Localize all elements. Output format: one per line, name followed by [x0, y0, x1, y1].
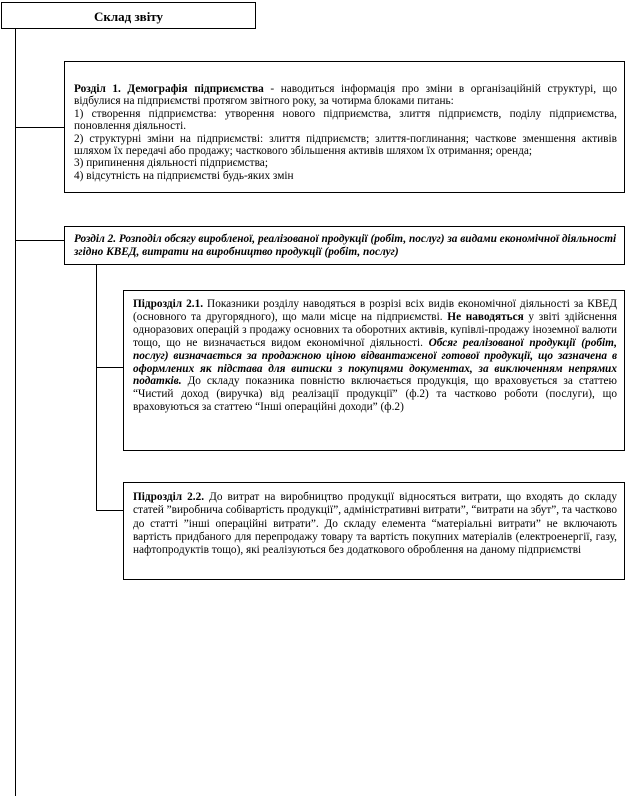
section1-item-3: 3) припинення діяльності підприємства; — [74, 157, 268, 170]
subsection22-label: Підрозділ 2.2. — [133, 491, 205, 503]
section1-heading: Розділ 1. Демографія підприємства — [74, 83, 264, 95]
report-title-box — [1, 2, 256, 29]
subsection21-label: Підрозділ 2.1. — [133, 298, 204, 310]
subsection22-box — [123, 482, 625, 580]
subsection22-text: До витрат на виробництво продукції відносяться витрати, що входять до складу статей ”виробнича собівартість продукції”, адміністративні витрати”, “витрати на збут”, та частково до статті ”інші операційні витрати”. До складу елемента “матеріальні витрати” не включають вартість придбаного для перепродажу товару та вартість покупних матеріалів (електроенергії, газу, нафтопродуктів тощо), які реалізуються без додаткового оброблення на даному підприємстві — [133, 491, 617, 557]
section1-item-4: 4) відсутність на підприємстві будь-яких змін — [74, 169, 294, 182]
subsection21-bold2: Обсяг реалізованої продукції (робіт, послуг) визначається за продажною ціною відвантаженої готової продукції, що зазначена в оформлених як підстава для виписки з покупцями документах, за виключенням непрямих податків. — [133, 336, 618, 388]
section2-box — [64, 226, 625, 265]
subsection21-text3: До складу показника повністю включається продукція, що враховується за статтею “Чистий доход (виручка) від реалізації продукції” (ф.2) та частково роботи (послуги), що враховуються за статтею “Інші операційні доходи” (ф.2) — [133, 375, 617, 414]
section1-intro-text: - наводиться інформація про зміни в організаційній структурі, що відбулися на підприємстві протягом звітного року, за чотирма блоками питань: — [74, 83, 617, 108]
section2-branch-line — [96, 265, 97, 510]
section1-item-1: 1) створення підприємства: утворення нового підприємства, злиття підприємств, поділу підприємства, поновлення діяльності. — [74, 107, 617, 133]
section1-box — [64, 61, 625, 193]
section1-intro — [74, 83, 617, 108]
subsection21-text2: у звіті здійснення одноразових операцій з продажу основних та оборотних активів, купівлі-продажу іноземної валюти тощо, що не визначається видом економічної діяльності. — [133, 310, 617, 349]
connector-to-section2 — [15, 240, 64, 241]
section2-heading: Розділ 2. Розподіл обсягу виробленої, реалізованої продукції (робіт, послуг) за видами економічної діяльності згідно КВЕД, витрати на виробництво продукції (робіт, послуг) — [74, 233, 617, 259]
connector-to-subsection22 — [96, 510, 123, 511]
section1-item-2: 2) структурні зміни на підприємстві: злиття підприємств; злиття-поглинання; часткове зменшення активів шляхом їх передачі або продажу; часткового збільшення активів шляхом їх отримання; оренда; — [74, 132, 617, 158]
connector-to-section1 — [15, 127, 64, 128]
subsection21-box — [123, 290, 625, 451]
subsection21-bold1: Не наводяться — [447, 310, 524, 323]
main-trunk-line — [15, 29, 16, 796]
subsection21-text1: Показники розділу наводяться в розрізі всіх видів економічної діяльності за КВЕД (основного та другорядного), що мали місце на підприємстві. — [133, 298, 617, 323]
report-title: Склад звіту — [93, 9, 164, 24]
connector-to-subsection21 — [96, 367, 123, 368]
